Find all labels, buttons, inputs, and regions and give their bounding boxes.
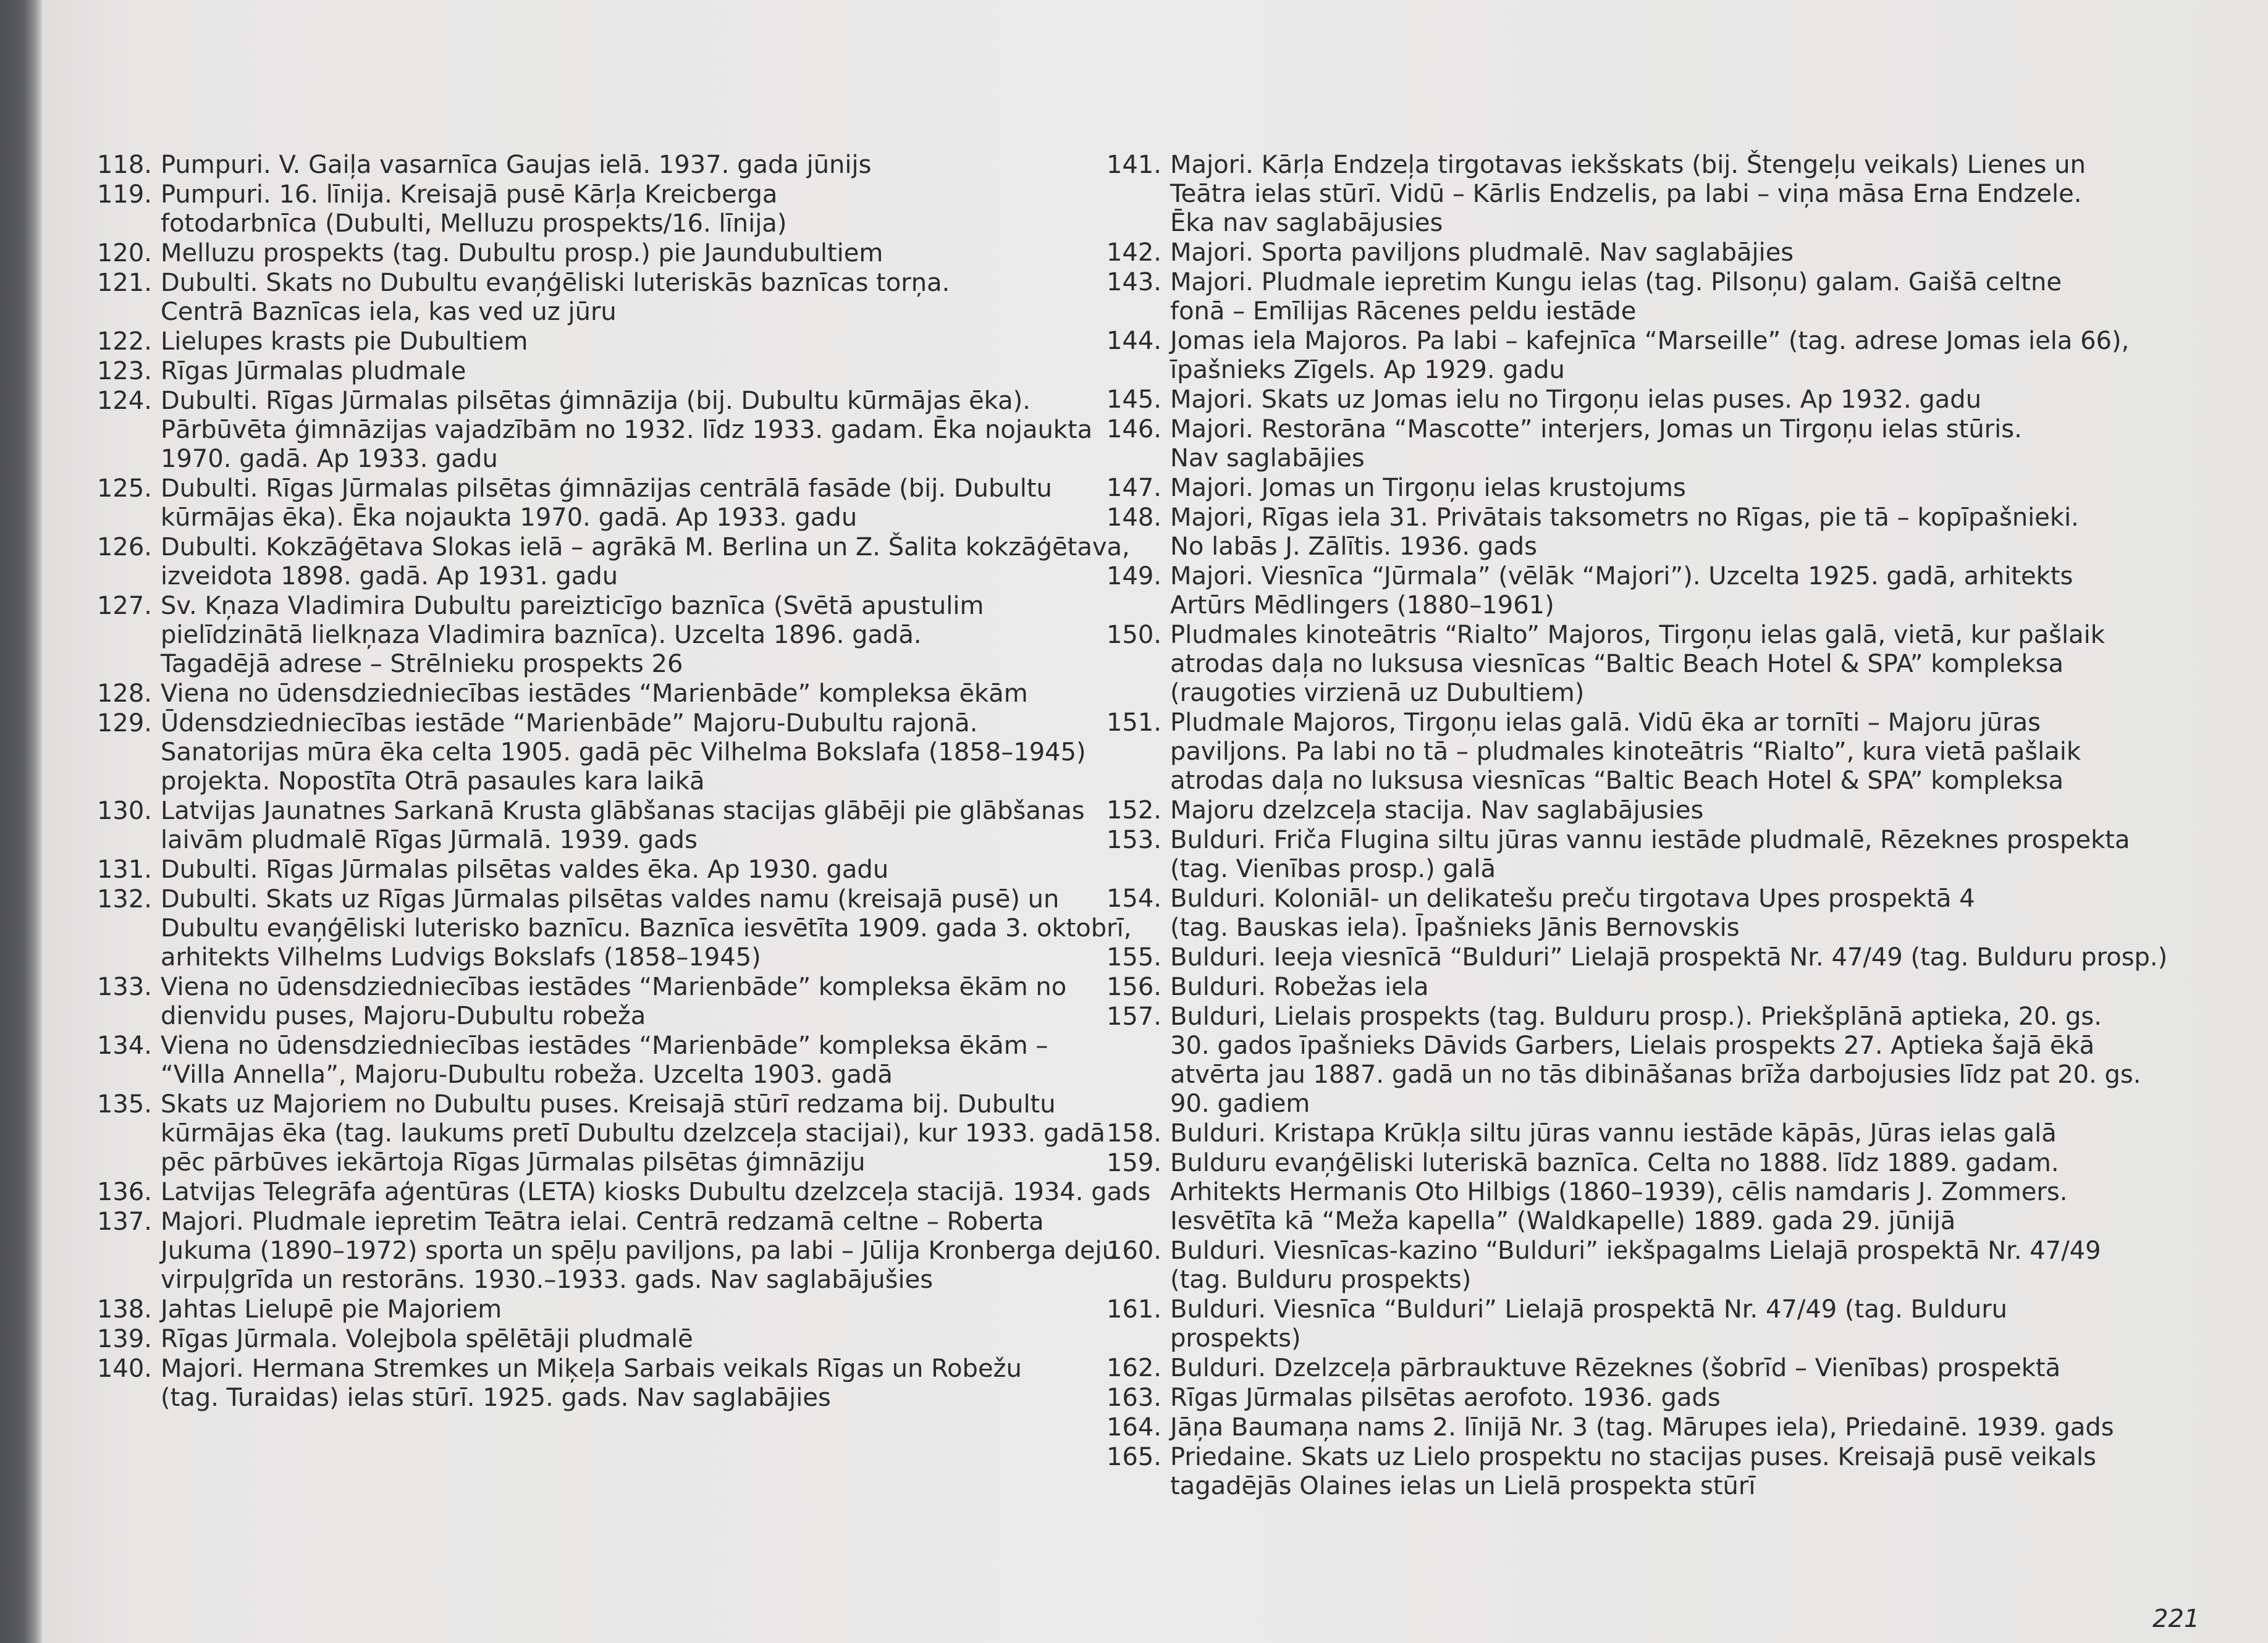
caption-line: Majori. Restorāna “Mascotte” interjers, Jomas un Tirgoņu ielas stūris. [1170, 415, 2022, 443]
caption-text [1170, 415, 2152, 473]
caption-line: (tag. Vienības prosp.) galā [1170, 855, 1496, 883]
caption-number: 135. [96, 1090, 152, 1119]
caption-text [161, 269, 1106, 327]
caption-line: Dubulti. Skats uz Rīgas Jūrmalas pilsētas valdes namu (kreisajā pusē) un [161, 885, 1060, 914]
caption-text [1170, 885, 2152, 943]
caption-line: Dubulti. Rīgas Jūrmalas pilsētas ģimnāzija (bij. Dubultu kūrmājas ēka). [161, 387, 1031, 415]
caption-entry [1102, 973, 2152, 1002]
caption-text [1170, 1149, 2152, 1236]
caption-number: 133. [96, 973, 152, 1001]
caption-entry [93, 533, 1130, 591]
caption-entry [93, 679, 1106, 708]
caption-number: 124. [96, 387, 152, 415]
caption-entry [93, 1208, 1118, 1295]
caption-number: 158. [1106, 1119, 1161, 1148]
caption-line: Bulduri. Koloniāl- un delikatešu preču tirgotava Upes prospektā 4 [1170, 885, 1975, 913]
caption-number: 118. [96, 151, 152, 179]
caption-entry [93, 592, 1106, 679]
caption-line: Majori. Kārļa Endzeļa tirgotavas iekšskats (bij. Štengeļu veikals) Lienes un [1170, 151, 2086, 179]
caption-number: 130. [96, 797, 152, 825]
page-number: 221 [2152, 1605, 2200, 1633]
caption-line: Dubultu evaņģēliski luterisko baznīcu. Baznīca iesvētīta 1909. gada 3. oktobrī, [161, 914, 1132, 943]
caption-number: 127. [96, 592, 152, 620]
caption-line: kūrmājas ēka). Ēka nojaukta 1970. gadā. Ap 1933. gadu [161, 503, 858, 532]
book-spine-shadow [0, 0, 42, 1643]
caption-line: Viena no ūdensdziedniecības iestādes “Marienbāde” kompleksa ēkām – [161, 1032, 1048, 1060]
caption-text [1170, 1443, 2152, 1501]
caption-entry [1102, 1149, 2152, 1236]
caption-line: Jukuma (1890–1972) sporta un spēļu paviljons, pa labi – Jūlija Kronberga deju [161, 1237, 1118, 1265]
caption-entry [1102, 1443, 2152, 1501]
caption-line: Ūdensdziedniecības iestāde “Marienbāde” Majoru-Dubultu rajonā. [161, 709, 978, 737]
caption-line: Dubulti. Skats no Dubultu evaņģēliski luteriskās baznīcas torņa. [161, 269, 950, 297]
caption-text [1170, 268, 2152, 326]
caption-text [1170, 826, 2152, 884]
caption-line: Sanatorijas mūra ēka celta 1905. gadā pēc Vilhelma Bokslafa (1858–1945) [161, 738, 1086, 767]
caption-text [1170, 474, 2152, 503]
caption-entry [1102, 885, 2152, 943]
caption-line: Majori. Hermana Stremkes un Miķeļa Sarbais veikals Rīgas un Robežu [161, 1355, 1022, 1383]
caption-number: 125. [96, 474, 152, 503]
caption-entry [93, 1325, 1106, 1354]
caption-line: Pārbūvēta ģimnāzijas vajadzībām no 1932. līdz 1933. gadam. Ēka nojaukta [161, 416, 1093, 444]
caption-line: Pludmales kinoteātris “Rialto” Majoros, Tirgoņu ielas galā, vietā, kur pašlaik [1170, 621, 2105, 649]
caption-number: 163. [1106, 1384, 1161, 1412]
caption-entry [93, 1355, 1106, 1413]
caption-number: 134. [96, 1032, 152, 1060]
caption-text [161, 1090, 1106, 1177]
caption-text [161, 1325, 1106, 1354]
caption-text [161, 885, 1131, 972]
caption-number: 152. [1106, 796, 1161, 825]
caption-text [161, 1178, 1150, 1207]
caption-number: 144. [1106, 327, 1161, 355]
caption-number: 148. [1106, 503, 1161, 532]
caption-number: 147. [1106, 474, 1161, 502]
caption-number: 160. [1106, 1237, 1161, 1265]
caption-line: (tag. Bulduru prospekts) [1170, 1266, 1472, 1294]
caption-line: Rīgas Jūrmalas pilsētas aerofoto. 1936. gads [1170, 1384, 1721, 1412]
caption-line: arhitekts Vilhelms Ludvigs Bokslafs (1858–1945) [161, 943, 761, 972]
caption-line: Bulduri. Ieeja viesnīcā “Bulduri” Lielajā prospektā Nr. 47/49 (tag. Bulduru prosp.) [1170, 943, 2168, 972]
caption-number: 139. [96, 1325, 152, 1353]
caption-text [1170, 503, 2152, 561]
caption-number: 123. [96, 357, 152, 385]
caption-number: 165. [1106, 1443, 1161, 1471]
caption-line: fotodarbnīca (Dubulti, Melluzu prospekts/16. līnija) [161, 209, 787, 238]
caption-number: 141. [1106, 151, 1161, 179]
caption-line: Bulduru evaņģēliski luteriskā baznīca. Celta no 1888. līdz 1889. gadam. [1170, 1149, 2059, 1177]
caption-line: Majoru dzelzceļa stacija. Nav saglabājusies [1170, 796, 1704, 825]
caption-number: 138. [96, 1295, 152, 1324]
caption-line: fonā – Emīlijas Rācenes peldu iestāde [1170, 297, 1637, 326]
caption-text [1170, 1413, 2152, 1442]
caption-entry [93, 1032, 1106, 1090]
caption-line: Pludmale Majoros, Tirgoņu ielas galā. Vidū ēka ar tornīti – Majoru jūras [1170, 708, 2041, 737]
caption-entry [1102, 1119, 2152, 1148]
caption-text [1170, 1002, 2152, 1119]
caption-line: paviljons. Pa labi no tā – pludmales kinoteātris “Rialto”, kura vietā pašlaik [1170, 737, 2081, 766]
caption-line: īpašnieks Zīgels. Ap 1929. gadu [1170, 356, 1565, 384]
caption-text [1170, 796, 2152, 825]
caption-entry [1102, 826, 2152, 884]
captions-column-right [1102, 151, 2168, 1502]
caption-number: 136. [96, 1178, 152, 1206]
caption-line: 90. gadiem [1170, 1090, 1310, 1118]
caption-line: Jahtas Lielupē pie Majoriem [161, 1295, 502, 1324]
caption-line: laivām pludmalē Rīgas Jūrmalā. 1939. gads [161, 826, 698, 854]
caption-line: dienvidu puses, Majoru-Dubultu robeža [161, 1002, 646, 1030]
caption-entry [93, 474, 1106, 532]
caption-text [161, 387, 1106, 474]
caption-line: virpuļgrīda un restorāns. 1930.–1933. gads. Nav saglabājušies [161, 1266, 934, 1294]
caption-line: “Villa Annella”, Majoru-Dubultu robeža. Uzcelta 1903. gadā [161, 1061, 893, 1089]
caption-entry [1102, 708, 2152, 796]
caption-line: Latvijas Telegrāfa aģentūras (LETA) kiosks Dubultu dzelzceļa stacijā. 1934. gads [161, 1178, 1151, 1206]
caption-text [161, 855, 1106, 885]
caption-line: Pumpuri. V. Gaiļa vasarnīca Gaujas ielā. 1937. gada jūnijs [161, 151, 872, 179]
caption-entry [1102, 327, 2152, 385]
caption-number: 146. [1106, 415, 1161, 443]
caption-text [161, 709, 1106, 796]
caption-number: 120. [96, 239, 152, 267]
caption-line: atvērta jau 1887. gadā un no tās dibināšanas brīža darbojusies līdz pat 20. gs. [1170, 1061, 2141, 1089]
caption-line: Viena no ūdensdziedniecības iestādes “Marienbāde” kompleksa ēkām [161, 679, 1028, 708]
caption-line: Bulduri. Viesnīca “Bulduri” Lielajā prospektā Nr. 47/49 (tag. Bulduru [1170, 1295, 2007, 1324]
caption-number: 156. [1106, 973, 1161, 1001]
caption-number: 126. [96, 533, 152, 561]
caption-entry [1102, 415, 2152, 473]
caption-line: pielīdzinātā lielkņaza Vladimira baznīca). Uzcelta 1896. gadā. [161, 621, 922, 649]
caption-line: Sv. Kņaza Vladimira Dubultu pareizticīgo baznīca (Svētā apustulim [161, 592, 984, 620]
caption-entry [1102, 796, 2152, 825]
caption-text [161, 1355, 1106, 1413]
caption-text [161, 1295, 1106, 1324]
caption-entry [1102, 1237, 2152, 1295]
caption-line: pēc pārbūves iekārtoja Rīgas Jūrmalas pilsētas ģimnāziju [161, 1148, 866, 1177]
caption-entry [93, 1090, 1106, 1177]
caption-line: 30. gados īpašnieks Dāvids Garbers, Lielais prospekts 27. Aptieka šajā ēkā [1170, 1032, 2095, 1060]
caption-number: 150. [1106, 621, 1161, 649]
caption-text [161, 327, 1106, 356]
caption-line: atrodas daļa no luksusa viesnīcas “Baltic Beach Hotel & SPA” kompleksa [1170, 650, 2064, 678]
caption-line: Majori. Sporta paviljons pludmalē. Nav saglabājies [1170, 238, 1794, 267]
caption-number: 142. [1106, 238, 1161, 267]
caption-text [161, 1032, 1106, 1090]
caption-text [1170, 621, 2152, 708]
caption-line: 1970. gadā. Ap 1933. gadu [161, 445, 498, 473]
caption-number: 132. [96, 885, 152, 914]
caption-text [1170, 1354, 2152, 1383]
caption-line: Majori. Viesnīca “Jūrmala” (vēlāk “Majori”). Uzcelta 1925. gadā, arhitekts [1170, 562, 2073, 590]
caption-line: Iesvētīta kā “Meža kapella” (Waldkapelle) 1889. gada 29. jūnijā [1170, 1207, 1956, 1235]
caption-entry [93, 1178, 1151, 1207]
caption-entry [1102, 1002, 2152, 1119]
caption-number: 145. [1106, 385, 1161, 414]
caption-text [1170, 708, 2152, 796]
caption-number: 162. [1106, 1354, 1161, 1382]
caption-entry [93, 327, 1106, 356]
caption-line: Rīgas Jūrmala. Volejbola spēlētāji pludmalē [161, 1325, 693, 1353]
caption-line: Skats uz Majoriem no Dubultu puses. Kreisajā stūrī redzama bij. Dubultu [161, 1090, 1056, 1119]
caption-entry [93, 387, 1106, 474]
caption-entry [1102, 385, 2152, 414]
caption-line: kūrmājas ēka (tag. laukums pretī Dubultu dzelzceļa stacijai), kur 1933. gadā [161, 1119, 1105, 1148]
caption-number: 155. [1106, 943, 1161, 972]
caption-text [161, 1208, 1118, 1295]
caption-line: Artūrs Mēdlingers (1880–1961) [1170, 591, 1554, 620]
caption-entry [93, 269, 1106, 327]
caption-line: Dubulti. Kokzāģētava Slokas ielā – agrākā M. Berlina un Z. Šalita kokzāģētava, [161, 533, 1130, 561]
caption-entry [93, 885, 1132, 972]
caption-number: 122. [96, 327, 152, 356]
caption-line: Tagadējā adrese – Strēlnieku prospekts 26 [161, 650, 683, 678]
caption-line: Bulduri. Friča Flugina siltu jūras vannu iestāde pludmalē, Rēzeknes prospekta [1170, 826, 2130, 854]
caption-entry [93, 709, 1106, 796]
caption-text [161, 474, 1106, 532]
caption-number: 157. [1106, 1002, 1161, 1031]
caption-line: Centrā Baznīcas iela, kas ved uz jūru [161, 298, 617, 326]
caption-line: Melluzu prospekts (tag. Dubultu prosp.) pie Jaundubultiem [161, 239, 883, 267]
caption-line: Priedaine. Skats uz Lielo prospektu no stacijas puses. Kreisajā pusē veikals [1170, 1443, 2096, 1471]
caption-entry [93, 855, 1106, 885]
caption-number: 151. [1106, 708, 1161, 737]
caption-text [161, 151, 1106, 180]
caption-entry [93, 151, 1106, 180]
caption-line: Latvijas Jaunatnes Sarkanā Krusta glābšanas stacijas glābēji pie glābšanas [161, 797, 1085, 825]
caption-number: 137. [96, 1208, 152, 1236]
caption-line: Arhitekts Hermanis Oto Hilbigs (1860–1939), cēlis namdaris J. Zommers. [1170, 1178, 2068, 1206]
caption-entry [93, 239, 1106, 268]
caption-line: atrodas daļa no luksusa viesnīcas “Baltic Beach Hotel & SPA” kompleksa [1170, 767, 2064, 795]
caption-entry [93, 973, 1106, 1031]
caption-number: 129. [96, 709, 152, 737]
caption-text [1170, 385, 2152, 414]
caption-entry [1102, 474, 2152, 503]
caption-text [1170, 327, 2152, 385]
caption-number: 153. [1106, 826, 1161, 854]
caption-text [1170, 1384, 2152, 1413]
caption-line: Jomas iela Majoros. Pa labi – kafejnīca “Marseille” (tag. adrese Jomas iela 66), [1170, 327, 2130, 355]
caption-text [161, 592, 1106, 679]
caption-text [161, 180, 1106, 238]
caption-entry [93, 1295, 1106, 1324]
caption-entry [1102, 621, 2152, 708]
caption-line: Majori. Jomas un Tirgoņu ielas krustojums [1170, 474, 1686, 502]
caption-line: Majori. Skats uz Jomas ielu no Tirgoņu ielas puses. Ap 1932. gadu [1170, 385, 1982, 414]
caption-line: Majori. Pludmale iepretim Teātra ielai. Centrā redzamā celtne – Roberta [161, 1208, 1044, 1236]
caption-number: 143. [1106, 268, 1161, 296]
caption-line: prospekts) [1170, 1324, 1301, 1353]
caption-line: Bulduri, Lielais prospekts (tag. Bulduru prosp.). Priekšplānā aptieka, 20. gs. [1170, 1002, 2102, 1031]
caption-line: Majori. Pludmale iepretim Kungu ielas (tag. Pilsoņu) galam. Gaišā celtne [1170, 268, 2062, 296]
caption-line: Bulduri. Robežas iela [1170, 973, 1429, 1001]
caption-line: Teātra ielas stūrī. Vidū – Kārlis Endzelis, pa labi – viņa māsa Erna Endzele. [1170, 180, 2082, 208]
caption-text [161, 973, 1106, 1031]
caption-line: No labās J. Zālītis. 1936. gads [1170, 532, 1537, 561]
caption-line: (tag. Bauskas iela). Īpašnieks Jānis Bernovskis [1170, 914, 1740, 942]
caption-number: 164. [1106, 1413, 1161, 1442]
caption-number: 154. [1106, 885, 1161, 913]
caption-entry [1102, 1413, 2152, 1442]
caption-line: Majori, Rīgas iela 31. Privātais taksometrs no Rīgas, pie tā – kopīpašnieki. [1170, 503, 2079, 532]
caption-text [161, 679, 1106, 708]
caption-entry [1102, 503, 2152, 561]
caption-line: Bulduri. Kristapa Krūkļa siltu jūras vannu iestāde kāpās, Jūras ielas galā [1170, 1119, 2057, 1148]
caption-text [1170, 973, 2152, 1002]
caption-line: Rīgas Jūrmalas pludmale [161, 357, 466, 385]
caption-number: 128. [96, 679, 152, 708]
caption-text [1170, 562, 2152, 620]
caption-number: 131. [96, 855, 152, 884]
caption-line: Lielupes krasts pie Dubultiem [161, 327, 528, 356]
caption-number: 159. [1106, 1149, 1161, 1177]
caption-text [161, 357, 1106, 386]
caption-entry [1102, 943, 2168, 972]
caption-entry [1102, 1295, 2152, 1353]
caption-line: Viena no ūdensdziedniecības iestādes “Marienbāde” kompleksa ēkām no [161, 973, 1067, 1001]
caption-entry [1102, 268, 2152, 326]
caption-number: 140. [96, 1355, 152, 1383]
caption-entry [1102, 151, 2152, 238]
caption-line: Jāņa Baumaņa nams 2. līnijā Nr. 3 (tag. Mārupes iela), Priedainē. 1939. gads [1170, 1413, 2114, 1442]
caption-entry [1102, 1354, 2152, 1383]
caption-line: Nav saglabājies [1170, 444, 1365, 473]
caption-entry [93, 357, 1106, 386]
caption-line: (tag. Turaidas) ielas stūrī. 1925. gads. Nav saglabājies [161, 1384, 831, 1412]
caption-line: projekta. Nopostīta Otrā pasaules kara laikā [161, 767, 705, 796]
caption-line: Ēka nav saglabājusies [1170, 209, 1443, 237]
caption-line: Dubulti. Rīgas Jūrmalas pilsētas ģimnāzijas centrālā fasāde (bij. Dubultu [161, 474, 1052, 503]
caption-number: 121. [96, 269, 152, 297]
caption-text [1170, 1119, 2152, 1148]
caption-text [161, 797, 1106, 855]
caption-text [1170, 1237, 2152, 1295]
caption-number: 119. [96, 180, 152, 209]
caption-text [1170, 943, 2167, 972]
caption-number: 149. [1106, 562, 1161, 590]
caption-line: Dubulti. Rīgas Jūrmalas pilsētas valdes ēka. Ap 1930. gadu [161, 855, 889, 884]
caption-text [1170, 238, 2152, 267]
caption-text [161, 533, 1130, 591]
caption-entry [1102, 1384, 2152, 1413]
caption-entry [1102, 238, 2152, 267]
caption-line: (raugoties virzienā uz Dubultiem) [1170, 679, 1585, 707]
caption-line: Bulduri. Dzelzceļa pārbrauktuve Rēzeknes (šobrīd – Vienības) prospektā [1170, 1354, 2061, 1382]
caption-line: izveidota 1898. gadā. Ap 1931. gadu [161, 562, 618, 590]
caption-text [161, 239, 1106, 268]
caption-entry [93, 797, 1106, 855]
caption-line: Bulduri. Viesnīcas-kazino “Bulduri” iekšpagalms Lielajā prospektā Nr. 47/49 [1170, 1237, 2101, 1265]
caption-entry [1102, 562, 2152, 620]
caption-entry [93, 180, 1106, 238]
caption-text [1170, 1295, 2152, 1353]
caption-line: Pumpuri. 16. līnija. Kreisajā pusē Kārļa Kreicberga [161, 180, 778, 209]
caption-text [1170, 151, 2152, 238]
caption-line: tagadējās Olaines ielas un Lielā prospekta stūrī [1170, 1472, 1756, 1500]
caption-number: 161. [1106, 1295, 1161, 1324]
